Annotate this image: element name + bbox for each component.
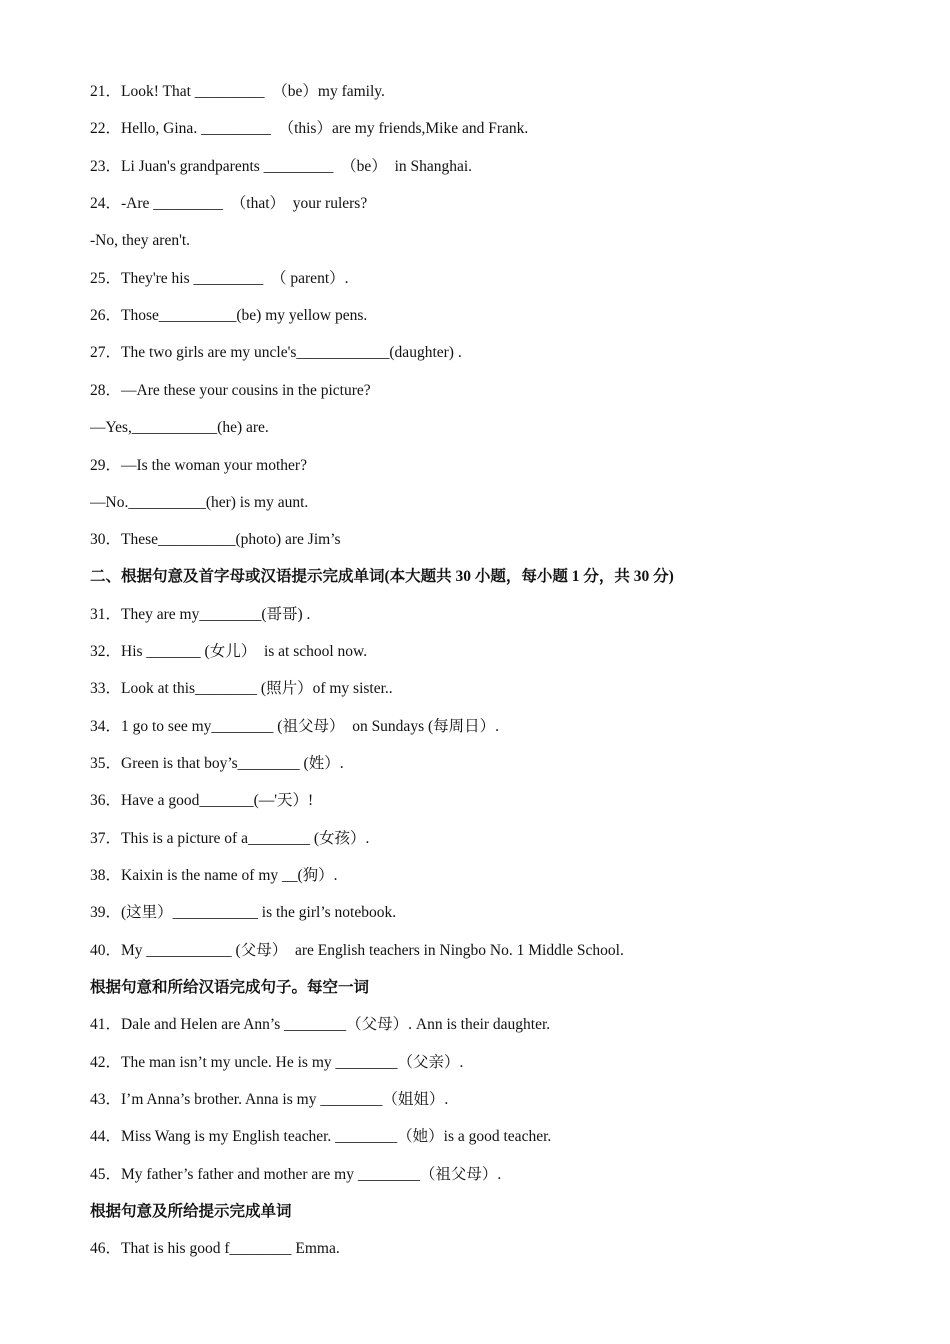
question-36: 36．Have a good_______(—'天）! <box>90 792 314 809</box>
section-heading-2: 二、根据句意及首字母或汉语提示完成单词(本大题共 30 小题，每小题 1 分，共 30 分) <box>90 568 674 585</box>
question-22: 22．Hello, Gina. _________ （this）are my friends,Mike and Frank. <box>90 120 529 137</box>
question-30: 30．These__________(photo) are Jim’s <box>90 531 341 548</box>
question-39: 39．(这里）___________ is the girl’s notebook. <box>90 904 397 921</box>
question-31: 31．They are my________(哥哥) . <box>90 606 311 623</box>
section-heading-4: 根据句意及所给提示完成单词 <box>90 1203 292 1220</box>
question-32: 32．His _______ (女儿） is at school now. <box>90 643 368 660</box>
question-28-answer: —Yes,___________(he) are. <box>90 419 269 436</box>
question-29-answer: —No.__________(her) is my aunt. <box>90 494 309 511</box>
question-25: 25．They're his _________ （ parent）. <box>90 270 349 287</box>
question-33: 33．Look at this________ (照片）of my sister.. <box>90 680 393 697</box>
question-26: 26．Those__________(be) my yellow pens. <box>90 307 368 324</box>
question-41: 41．Dale and Helen are Ann’s ________（父母）. Ann is their daughter. <box>90 1016 551 1033</box>
question-29: 29．—Is the woman your mother? <box>90 457 307 474</box>
question-28: 28．—Are these your cousins in the picture? <box>90 382 371 399</box>
question-24-answer: -No, they aren't. <box>90 232 191 249</box>
section-heading-3: 根据句意和所给汉语完成句子。每空一词 <box>90 979 370 996</box>
question-44: 44．Miss Wang is my English teacher. ________（她）is a good teacher. <box>90 1128 552 1145</box>
question-38: 38．Kaixin is the name of my __(狗）. <box>90 867 338 884</box>
question-35: 35．Green is that boy’s________ (姓）. <box>90 755 344 772</box>
question-46: 46．That is his good f________ Emma. <box>90 1240 340 1257</box>
question-37: 37．This is a picture of a________ (女孩）. <box>90 830 370 847</box>
question-42: 42．The man isn’t my uncle. He is my ________（父亲）. <box>90 1054 464 1071</box>
question-43: 43．I’m Anna’s brother. Anna is my ________（姐姐）. <box>90 1091 449 1108</box>
question-21: 21．Look! That _________ （be）my family. <box>90 83 385 100</box>
question-24: 24．-Are _________ （that） your rulers? <box>90 195 368 212</box>
question-34: 34．1 go to see my________ (祖父母） on Sundays (每周日）. <box>90 718 500 735</box>
question-23: 23．Li Juan's grandparents _________ （be） in Shanghai. <box>90 158 473 175</box>
question-45: 45．My father’s father and mother are my ________（祖父母）. <box>90 1166 502 1183</box>
question-40: 40．My ___________ (父母） are English teachers in Ningbo No. 1 Middle School. <box>90 942 624 959</box>
question-27: 27．The two girls are my uncle's____________(daughter) . <box>90 344 462 361</box>
